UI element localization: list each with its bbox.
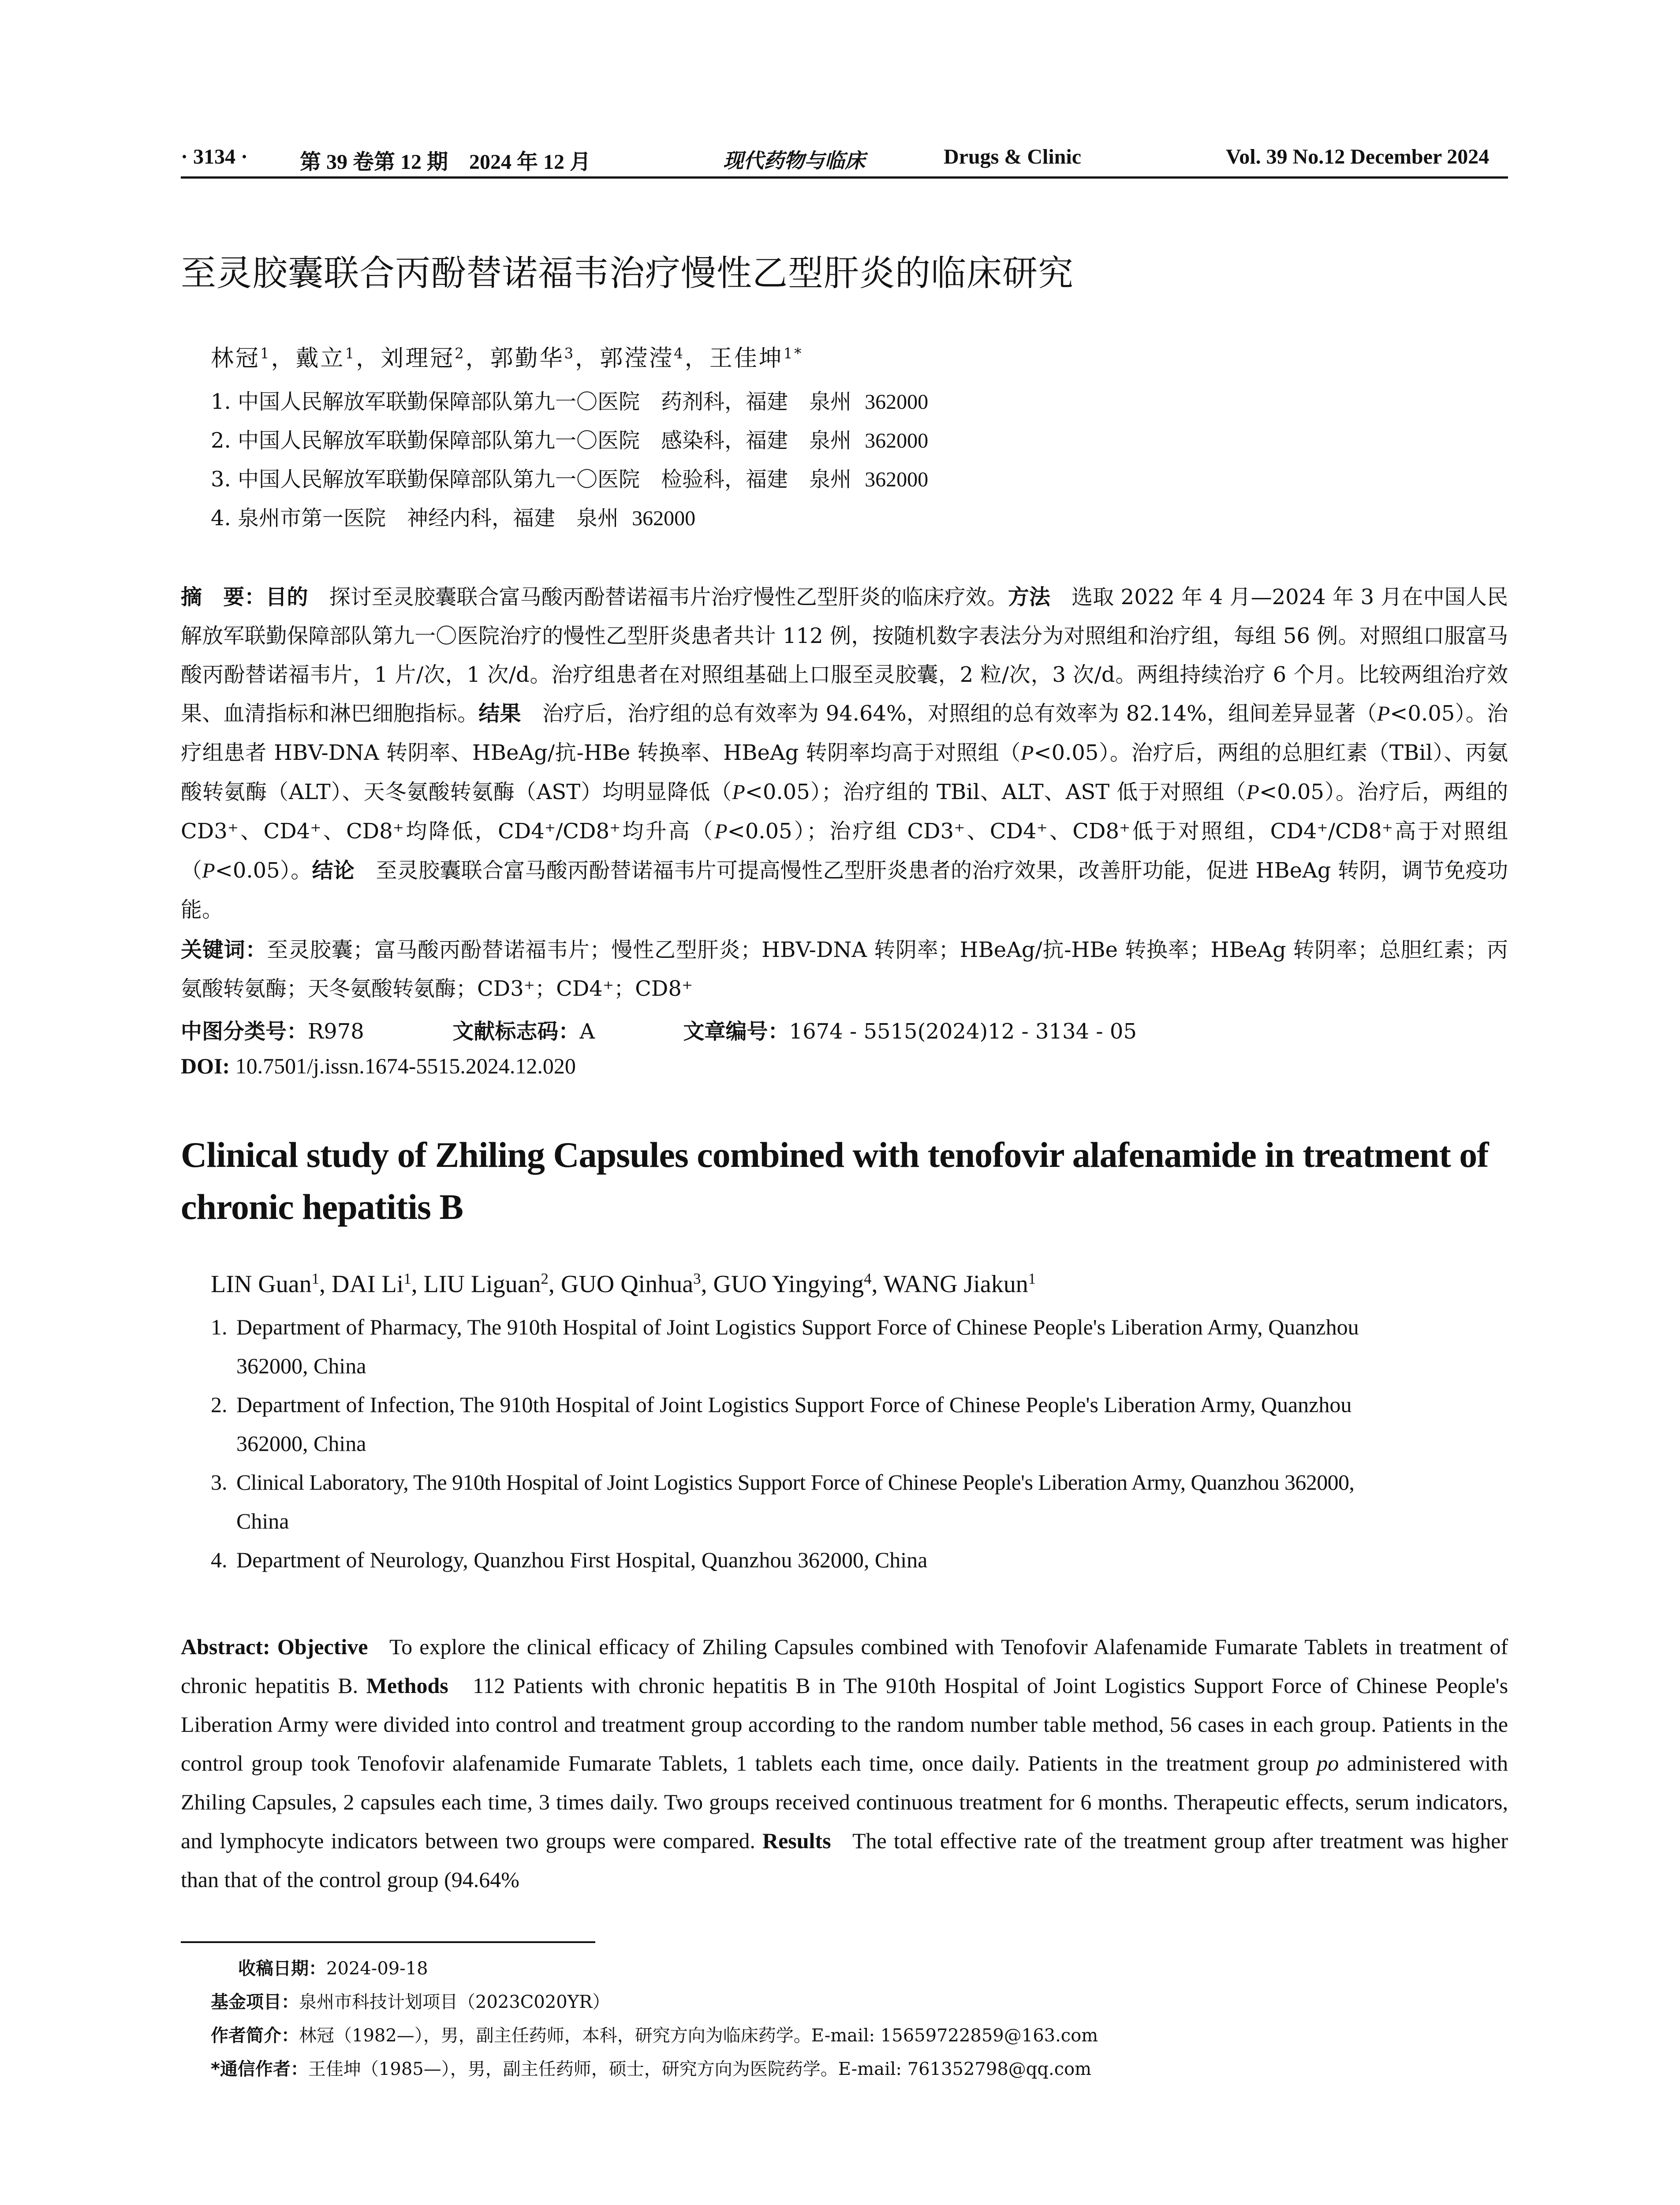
doi-line: [181, 1053, 576, 1079]
authors-cn: [211, 340, 803, 373]
author-name: 郭滢滢: [600, 345, 674, 372]
affiliation-line: 362000, China: [236, 1431, 366, 1456]
article-no-label: 文章编号：: [683, 1019, 789, 1044]
affiliation-en-3: [211, 1463, 1508, 1540]
keywords-cn: [181, 931, 1508, 1008]
author-name: 郭勤华: [490, 345, 564, 372]
footnote-corresponding: [211, 2055, 1091, 2080]
p-symbol: P: [202, 859, 215, 882]
author-separator: ，: [271, 345, 296, 372]
author-separator: ,: [411, 1271, 424, 1298]
received-value: 2024-09-18: [326, 1958, 428, 1979]
affiliation-line: China: [236, 1509, 289, 1533]
postal-code: 362000: [865, 390, 929, 414]
affiliation-number: 1.: [211, 1315, 228, 1339]
affiliation-line: Department of Pharmacy, The 910th Hospital of Joint Logistics Support Force of Chinese People's Liberation Army, Quanzhou: [236, 1315, 1359, 1339]
article-no-value: 1674 - 5515(2024)12 - 3134 - 05: [789, 1019, 1137, 1044]
footnote-fund: [211, 1988, 610, 2013]
affiliation-cn-2: [211, 423, 928, 454]
p-symbol: P: [1377, 702, 1390, 725]
author-separator: ，: [356, 345, 381, 372]
results-text: <0.05）。: [215, 858, 312, 883]
results-en-text: The total effective rate of the treatment group after treatment was higher than that of the control group (94.64%: [181, 1828, 1508, 1892]
results-text: <0.05）。治疗后，两组的总胆红素（TBil）、丙氨酸转氨酶（ALT）、天冬氨酸转氨酶（AST）均明显降低（: [181, 740, 1508, 804]
keywords-text: 至灵胶囊；富马酸丙酚替诺福韦片；慢性乙型肝炎；HBV-DNA 转阴率；HBeAg/抗-HBe 转换率；HBeAg 转阴率；总胆红素；丙氨酸转氨酶；天冬氨酸转氨酶；CD3⁺；CD4⁺；CD8⁺: [181, 938, 1508, 1001]
affiliation-en-1: [211, 1308, 1508, 1385]
fund-label: 基金项目：: [211, 1992, 299, 2012]
doi-label: DOI:: [181, 1054, 230, 1078]
author-name: GUO Yingying: [713, 1271, 864, 1298]
results-en-label: Results: [762, 1828, 831, 1853]
p-symbol: P: [1246, 781, 1259, 804]
author-name: DAI Li: [331, 1271, 404, 1298]
methods-text: 选取 2022 年 4 月—2024 年 3 月在中国人民解放军联勤保障部队第九一〇医院治疗的慢性乙型肝炎患者共计 112 例，按随机数字表法分为对照组和治疗组，每组 56 例。对照组口服富马酸丙酚替诺福韦片，1 片/次，1 次/d。治疗组患者在对照组基础上口服至灵胶囊，2 粒/次，3 次/d。两组持续治疗 6 个月。比较两组治疗效果、血清指标和淋巴细胞指标。: [181, 585, 1508, 726]
corresponding-value: 王佳坤（1985—），男，副主任药师，硕士，研究方向为医院药学。E-mail: 761352798@qq.com: [308, 2059, 1092, 2079]
affiliation-number: 2.: [211, 1392, 228, 1417]
results-text: <0.05）；治疗组的 TBil、ALT、AST 低于对照组（: [745, 780, 1247, 804]
author-superscript: 1*: [783, 345, 803, 362]
author-name: WANG Jiakun: [883, 1271, 1028, 1298]
author-name: 戴立: [295, 345, 345, 372]
fund-value: 泉州市科技计划项目（2023C020YR）: [299, 1992, 610, 2012]
results-text: 治疗后，治疗组的总有效率为 94.64%，对照组的总有效率为 82.14%，组间差异显著（: [542, 701, 1377, 726]
p-symbol: P: [1021, 741, 1034, 765]
running-header: [181, 140, 1508, 180]
p-symbol: P: [732, 781, 745, 804]
affiliation-number: 3.: [211, 1470, 228, 1495]
methods-label: 方法: [1008, 585, 1051, 609]
abstract-en: [181, 1627, 1508, 1899]
classification-line: [181, 1014, 1137, 1045]
author-superscript: 1: [1028, 1270, 1036, 1287]
author-name: LIU Liguan: [423, 1271, 541, 1298]
author-superscript: 3: [693, 1270, 701, 1287]
author-superscript: 4: [864, 1270, 872, 1287]
methods-en-text: 112 Patients with chronic hepatitis B in The 910th Hospital of Joint Logistics Support Force of Chinese People's Liberation Army were divided into control and treatment group according to the random number table method, 56 cases in each group. Patients in the control group took Tenofovir alafenamide Fumarate Tablets, 1 tablets each time, once daily. Patients in the treatment group: [181, 1673, 1508, 1775]
objective-label: 目的: [265, 585, 308, 609]
author-bio-label: 作者简介：: [211, 2026, 299, 2046]
affiliation-text: 4. 泉州市第一医院 神经内科，福建 泉州: [211, 506, 619, 531]
results-text: <0.05）。治疗后，两组的 CD3⁺、CD4⁺、CD8⁺均降低，CD4⁺/CD8⁺均升高（: [181, 780, 1508, 844]
author-separator: ，: [465, 345, 490, 372]
keywords-label: 关键词：: [181, 938, 267, 962]
postal-code: 362000: [632, 507, 696, 530]
doc-code-label: 文献标志码：: [452, 1019, 580, 1044]
author-separator: ,: [319, 1271, 332, 1298]
page-title-en: Clinical study of Zhiling Capsules combined with tenofovir alafenamide in treatment of chronic hepatitis B: [181, 1135, 1489, 1227]
page-title-cn: 至灵胶囊联合丙酚替诺福韦治疗慢性乙型肝炎的临床研究: [181, 253, 1074, 294]
methods-en-label: Methods: [366, 1673, 448, 1698]
affiliation-line: Department of Neurology, Quanzhou First Hospital, Quanzhou 362000, China: [236, 1547, 928, 1572]
abstract-en-label: Abstract: Objective: [181, 1634, 368, 1659]
doi-value: 10.7501/j.issn.1674-5515.2024.12.020: [235, 1054, 576, 1078]
clc-label: 中图分类号：: [181, 1019, 308, 1044]
affiliation-text: 2. 中国人民解放军联勤保障部队第九一〇医院 感染科，福建 泉州: [211, 428, 852, 453]
author-name: 林冠: [211, 345, 261, 372]
author-bio-value: 林冠（1982—），男，副主任药师，本科，研究方向为临床药学。E-mail: 15659722859@163.com: [299, 2026, 1098, 2046]
objective-en-text: To explore the clinical efficacy of Zhiling Capsules combined with Tenofovir Alafenamide Fumarate Tablets in treatment of chronic hepatitis B.: [181, 1634, 1508, 1698]
issue-en: Vol. 39 No.12 December 2024: [1226, 145, 1490, 168]
author-superscript: 1: [311, 1270, 319, 1287]
postal-code: 362000: [865, 429, 929, 452]
header-rule: [181, 176, 1508, 179]
author-name: 刘理冠: [381, 345, 455, 372]
affiliation-cn-4: [211, 501, 695, 531]
affiliation-text: 3. 中国人民解放军联勤保障部队第九一〇医院 检验科，福建 泉州: [211, 467, 852, 492]
page-number: · 3134 ·: [181, 145, 248, 168]
affiliation-text: 1. 中国人民解放军联勤保障部队第九一〇医院 药剂科，福建 泉州: [211, 389, 852, 414]
po-text: po: [1317, 1751, 1339, 1775]
author-separator: ,: [548, 1271, 561, 1298]
footnote-author: [211, 2022, 1098, 2047]
journal-name-cn: 现代药物与临床: [723, 149, 865, 172]
objective-text: 探讨至灵胶囊联合富马酸丙酚替诺福韦片治疗慢性乙型肝炎的临床疗效。: [329, 585, 1008, 609]
conclusion-label: 结论: [312, 858, 355, 883]
footnote-rule: [181, 1941, 595, 1943]
author-separator: ,: [701, 1271, 713, 1298]
author-superscript: 3: [564, 345, 575, 362]
affiliation-cn-1: [211, 385, 928, 415]
results-text: <0.05）。治疗组患者 HBV-DNA 转阴率、HBeAg/抗-HBe 转换率、HBeAg 转阴率均高于对照组（: [181, 701, 1508, 765]
author-superscript: 2: [455, 345, 466, 362]
affiliation-line: Clinical Laboratory, The 910th Hospital of Joint Logistics Support Force of Chinese People's Liberation Army, Quanzhou 362000,: [236, 1470, 1355, 1495]
doc-code-value: A: [579, 1019, 595, 1044]
authors-en: [211, 1270, 1036, 1298]
methods-en-text: administered with Zhiling Capsules, 2 capsules each time, 3 times daily. Two groups received continuous treatment for 6 months. Therapeutic effects, serum indicators, and lymphocyte indicators between two groups were compared.: [181, 1751, 1508, 1853]
results-label: 结果: [478, 701, 521, 726]
abstract-label: 摘 要：: [181, 585, 266, 609]
author-superscript: 1: [403, 1270, 411, 1287]
received-label: 收稿日期：: [238, 1958, 326, 1979]
author-superscript: 1: [345, 345, 356, 362]
journal-name-en: Drugs & Clinic: [944, 145, 1081, 168]
author-separator: ，: [575, 345, 600, 372]
affiliation-en-2: [211, 1385, 1508, 1463]
results-text: <0.05）；治疗组 CD3⁺、CD4⁺、CD8⁺低于对照组，CD4⁺/CD8⁺高于对照组（: [181, 819, 1508, 883]
postal-code: 362000: [865, 468, 929, 491]
affiliation-cn-3: [211, 462, 928, 493]
affiliation-en-4: [211, 1540, 1508, 1579]
affiliation-line: Department of Infection, The 910th Hospital of Joint Logistics Support Force of Chinese People's Liberation Army, Quanzhou: [236, 1392, 1352, 1417]
author-superscript: 4: [674, 345, 685, 362]
affiliation-number: 4.: [211, 1547, 228, 1572]
author-separator: ,: [871, 1271, 884, 1298]
affiliation-line: 362000, China: [236, 1353, 366, 1378]
corresponding-label: *通信作者：: [211, 2059, 308, 2079]
clc-value: R978: [308, 1019, 364, 1044]
author-superscript: 2: [541, 1270, 549, 1287]
p-symbol: P: [714, 820, 728, 843]
abstract-cn: [181, 578, 1508, 929]
author-name: GUO Qinhua: [560, 1271, 694, 1298]
author-name: LIN Guan: [211, 1271, 312, 1298]
author-name: 王佳坤: [709, 345, 784, 372]
author-separator: ，: [684, 345, 709, 372]
conclusion-text: 至灵胶囊联合富马酸丙酚替诺福韦片可提高慢性乙型肝炎患者的治疗效果，改善肝功能，促进 HBeAg 转阴，调节免疫功能。: [181, 858, 1508, 922]
footnote-received: [238, 1955, 428, 1980]
author-superscript: 1: [260, 345, 271, 362]
issue-cn: 第 39 卷第 12 期 2024 年 12 月: [300, 150, 591, 174]
